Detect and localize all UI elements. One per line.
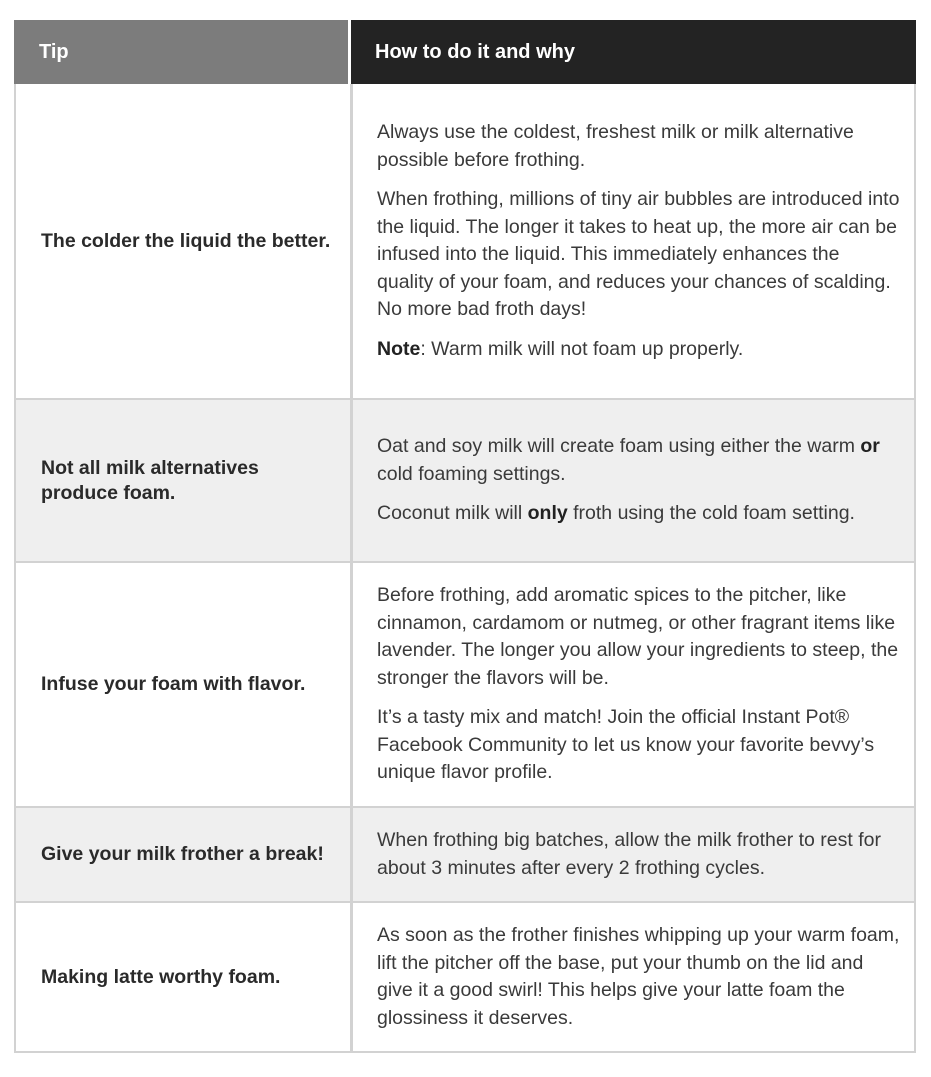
text-run: Coconut milk will xyxy=(377,502,528,525)
table-row xyxy=(16,84,914,400)
how-cell xyxy=(353,563,914,806)
how-paragraph: When frothing, millions of tiny air bubbles are introduced into the liquid. The longer it takes to heat up, the more air can be infused into the liquid. This immediately enhances the quality of your foam, and reduces your chances of scalding. No more bad froth days! xyxy=(377,188,900,320)
note-label: Note xyxy=(377,337,421,360)
tip-cell xyxy=(16,903,353,1051)
how-cell xyxy=(353,84,914,398)
tip-text: Give your milk frother a break! xyxy=(41,843,324,865)
tips-table xyxy=(14,20,916,1053)
how-paragraph: As soon as the frother finishes whipping up your warm foam, lift the pitcher off the base, put your thumb on the lid and give it a good swirl! This helps give your latte foam the glossiness it deserves. xyxy=(377,924,900,1029)
tip-cell xyxy=(16,563,353,806)
note-paragraph xyxy=(377,336,900,364)
how-paragraph xyxy=(377,500,900,528)
header-tip: Tip xyxy=(14,20,351,84)
how-cell xyxy=(353,903,914,1051)
how-cell xyxy=(353,808,914,901)
table-header-row xyxy=(14,20,916,84)
table-row xyxy=(16,563,914,808)
note-text: : Warm milk will not foam up properly. xyxy=(420,337,744,360)
table-row xyxy=(16,808,914,903)
table-row xyxy=(16,903,914,1053)
tip-cell xyxy=(16,84,353,398)
how-paragraph: Always use the coldest, freshest milk or milk alternative possible before frothing. xyxy=(377,121,854,171)
bold-run: only xyxy=(527,502,568,525)
header-how: How to do it and why xyxy=(351,20,916,84)
how-paragraph: When frothing big batches, allow the milk frother to rest for about 3 minutes after every 2 frothing cycles. xyxy=(377,829,881,879)
how-cell xyxy=(353,400,914,561)
text-run: cold foaming settings. xyxy=(377,462,566,485)
how-paragraph xyxy=(377,433,900,488)
table-row xyxy=(16,400,914,563)
how-paragraph: It’s a tasty mix and match! Join the official Instant Pot® Facebook Community to let us know your favorite bevvy’s unique flavor profile. xyxy=(377,706,875,784)
tip-text: Infuse your foam with flavor. xyxy=(41,673,306,695)
tip-cell xyxy=(16,400,353,561)
tip-text: Making latte worthy foam. xyxy=(41,965,281,988)
tip-text: The colder the liquid the better. xyxy=(41,229,331,252)
how-paragraph: Before frothing, add aromatic spices to the pitcher, like cinnamon, cardamom or nutmeg, or other fragrant items like lavender. The longer you allow your ingredients to steep, the stronger the flavors will be. xyxy=(377,584,899,689)
tip-text: Not all milk alternatives produce foam. xyxy=(41,456,259,504)
text-run: froth using the cold foam setting. xyxy=(567,502,855,525)
table-body xyxy=(14,84,916,1053)
text-run: Oat and soy milk will create foam using either the warm xyxy=(377,435,861,458)
tip-cell xyxy=(16,808,353,901)
bold-run: or xyxy=(860,435,880,458)
